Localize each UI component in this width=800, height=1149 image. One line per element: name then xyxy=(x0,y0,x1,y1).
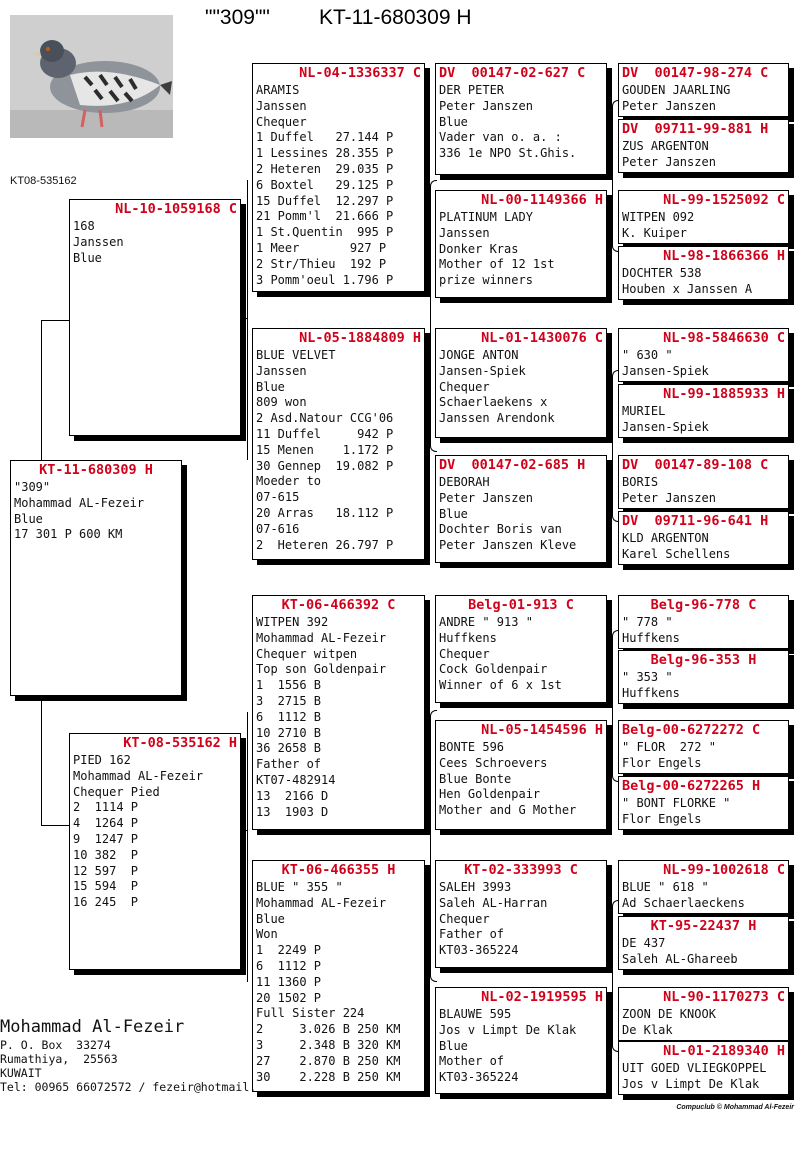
grandparent-line: 3 2715 B xyxy=(256,693,322,708)
subject-line: Blue xyxy=(14,511,43,526)
great-grandparent-ring: KT-02-333993 C xyxy=(464,862,578,878)
great-great-grandparent-line: Flor Engels xyxy=(622,811,702,826)
great-grandparent-line: BLAUWE 595 xyxy=(439,1007,512,1021)
tree-connector xyxy=(41,320,69,321)
great-grandparent-line: Peter Janszen xyxy=(439,490,533,505)
great-grandparent-line: KT03-365224 xyxy=(439,1070,519,1085)
grandparent-line: 30 Gennep 19.082 P xyxy=(256,458,394,473)
great-grandparent-line: Father of xyxy=(439,927,505,942)
grandparent-line: 07-616 xyxy=(256,521,300,536)
grandparent-ring: KT-06-466392 C xyxy=(281,597,396,613)
grandparent-line: 13 1903 D xyxy=(256,804,329,819)
great-great-grandparent-ring: NL-99-1002618 C xyxy=(663,862,785,878)
great-great-grandparent-line: Huffkens xyxy=(622,685,680,700)
grandparent-card[interactable] xyxy=(252,63,425,292)
great-grandparent-line: Hen Goldenpair xyxy=(439,787,541,802)
grandparent-line: KT07-482914 xyxy=(256,772,336,787)
grandparent-line: 15 Duffel 12.297 P xyxy=(256,193,394,208)
great-great-grandparent-line: Jansen-Spiek xyxy=(622,419,709,434)
footer-credit: Compuclub © Mohammad Al-Fezeir xyxy=(676,1104,794,1111)
great-great-grandparent-line: De Klak xyxy=(622,1022,673,1037)
great-great-grandparent-line: BLUE " 618 " xyxy=(622,880,709,894)
great-great-grandparent-ring: NL-99-1525092 C xyxy=(663,192,785,208)
grandparent-line: Mohammad AL-Fezeir xyxy=(256,895,387,910)
great-great-grandparent-line: " 353 " xyxy=(622,670,673,684)
subject-line: 17 301 P 600 KM xyxy=(14,527,123,542)
great-great-grandparent-line: Houben x Janssen A xyxy=(622,281,753,296)
great-great-grandparent-card[interactable] xyxy=(618,455,789,509)
grandparent-line: 36 2658 B xyxy=(256,741,322,756)
grandparent-line: Won xyxy=(256,927,278,942)
great-great-grandparent-ring: DV 00147-89-108 C xyxy=(622,457,769,473)
great-grandparent-line: Winner of 6 x 1st xyxy=(439,678,562,693)
grandparent-line: Chequer xyxy=(256,114,307,129)
grandparent-line: 11 1360 P xyxy=(256,974,322,989)
great-grandparent-line: JONGE ANTON xyxy=(439,348,519,362)
great-great-grandparent-ring: DV 09711-99-881 H xyxy=(622,121,769,137)
great-great-grandparent-card[interactable] xyxy=(618,720,789,774)
great-great-grandparent-line: BORIS xyxy=(622,475,659,489)
great-great-grandparent-ring: NL-90-1170273 C xyxy=(663,989,785,1005)
great-grandparent-line: Chequer xyxy=(439,646,490,661)
title-ring: KT-11-680309 H xyxy=(319,6,472,29)
grandparent-line: 1 2249 P xyxy=(256,943,322,958)
great-grandparent-line: Mother and G Mother xyxy=(439,803,577,818)
grandparent-line: Janssen xyxy=(256,98,307,113)
owner-block xyxy=(0,1016,260,1094)
great-great-grandparent-card[interactable] xyxy=(618,1041,789,1095)
great-great-grandparent-line: UIT GOED VLIEGKOPPEL xyxy=(622,1061,767,1075)
great-grandparent-line: SALEH 3993 xyxy=(439,880,512,894)
great-grandparent-line: Mother of xyxy=(439,1054,505,1069)
great-great-grandparent-line: Karel Schellens xyxy=(622,546,731,561)
tree-connector xyxy=(247,712,248,982)
owner-contact: Tel: 00965 66072572 / fezeir@hotmail. xyxy=(0,1080,257,1094)
great-grandparent-line: Blue Bonte xyxy=(439,771,512,786)
grandparent-line: 20 Arras 18.112 P xyxy=(256,505,394,520)
great-great-grandparent-ring: DV 00147-98-274 C xyxy=(622,65,769,81)
great-grandparent-line: Donker Kras xyxy=(439,241,519,256)
great-grandparent-card[interactable] xyxy=(435,595,607,703)
grandparent-line: Top son Goldenpair xyxy=(256,662,387,677)
great-grandparent-card[interactable] xyxy=(435,455,607,563)
great-great-grandparent-ring: Belg-00-6272265 H xyxy=(622,778,761,794)
great-great-grandparent-line: Jansen-Spiek xyxy=(622,363,709,378)
great-great-grandparent-line: WITPEN 092 xyxy=(622,210,695,224)
owner-name: Mohammad Al-Fezeir xyxy=(0,1017,185,1037)
great-great-grandparent-line: K. Kuiper xyxy=(622,225,688,240)
great-great-grandparent-card[interactable] xyxy=(618,63,789,117)
grandparent-line: 1 St.Quentin 995 P xyxy=(256,225,394,240)
grandparent-line: Full Sister 224 xyxy=(256,1006,365,1021)
grandparent-line: 27 2.870 B 250 KM xyxy=(256,1053,401,1068)
great-great-grandparent-ring: NL-01-2189340 H xyxy=(663,1043,785,1059)
grandparent-line: 21 Pomm'l 21.666 P xyxy=(256,209,394,224)
great-grandparent-line: BONTE 596 xyxy=(439,740,505,754)
great-great-grandparent-ring: NL-98-1866366 H xyxy=(663,248,785,264)
grandparent-ring: NL-04-1336337 C xyxy=(299,65,421,81)
grandparent-line: Janssen xyxy=(256,363,307,378)
great-great-grandparent-card[interactable] xyxy=(618,384,789,438)
great-grandparent-line: Jansen-Spiek xyxy=(439,363,526,378)
grandparent-line: 10 2710 B xyxy=(256,725,322,740)
grandparent-line: 2 Heteren 29.035 P xyxy=(256,161,394,176)
sire-ring: NL-10-1059168 C xyxy=(115,201,237,217)
great-great-grandparent-ring: NL-99-1885933 H xyxy=(663,386,785,402)
subject-line: Mohammad AL-Fezeir xyxy=(14,495,145,510)
great-grandparent-line: Huffkens xyxy=(439,630,497,645)
great-grandparent-line: 336 1e NPO St.Ghis. xyxy=(439,146,577,161)
dam-card[interactable] xyxy=(69,733,241,970)
grandparent-line: BLUE " 355 " xyxy=(256,880,343,894)
grandparent-line: 11 Duffel 942 P xyxy=(256,426,394,441)
great-grandparent-line: Schaerlaekens x xyxy=(439,395,548,410)
dam-line: Chequer Pied xyxy=(73,784,160,799)
grandparent-line: 2 Heteren 26.797 P xyxy=(256,537,394,552)
pigeon-photo xyxy=(10,15,173,138)
grandparent-line: 2 Asd.Natour CCG'06 xyxy=(256,411,394,426)
great-grandparent-line: Saleh AL-Harran xyxy=(439,895,548,910)
great-grandparent-ring: NL-01-1430076 C xyxy=(481,330,603,346)
owner-address-line: P. O. Box 33274 xyxy=(0,1038,111,1052)
great-grandparent-line: Blue xyxy=(439,1038,468,1053)
grandparent-line: 1 Lessines 28.355 P xyxy=(256,146,394,161)
great-great-grandparent-card[interactable] xyxy=(618,119,789,173)
great-grandparent-line: Janssen Arendonk xyxy=(439,411,555,426)
great-great-grandparent-line: DE 437 xyxy=(622,936,666,950)
dam-ring: KT-08-535162 H xyxy=(123,735,237,751)
subject-ring: KT-11-680309 H xyxy=(39,462,153,478)
great-grandparent-card[interactable] xyxy=(435,720,607,830)
great-grandparent-ring: NL-05-1454596 H xyxy=(481,722,603,738)
grandparent-line: BLUE VELVET xyxy=(256,348,336,362)
tree-connector xyxy=(41,320,42,460)
dam-line: 9 1247 P xyxy=(73,831,139,846)
great-grandparent-ring: DV 00147-02-685 H xyxy=(439,457,586,473)
great-great-grandparent-card[interactable] xyxy=(618,328,789,382)
great-grandparent-line: KT03-365224 xyxy=(439,943,519,958)
call-name: ""309"" xyxy=(205,6,270,29)
grandparent-card[interactable] xyxy=(252,860,425,1092)
great-grandparent-ring: NL-02-1919595 H xyxy=(481,989,603,1005)
great-grandparent-line: DER PETER xyxy=(439,83,505,97)
great-grandparent-line: Peter Janszen Kleve xyxy=(439,538,577,553)
grandparent-ring: NL-05-1884809 H xyxy=(299,330,421,346)
great-great-grandparent-line: Huffkens xyxy=(622,630,680,645)
great-great-grandparent-card[interactable] xyxy=(618,776,789,830)
great-grandparent-card[interactable] xyxy=(435,860,607,968)
grandparent-line: ARAMIS xyxy=(256,83,300,97)
great-great-grandparent-line: Flor Engels xyxy=(622,755,702,770)
great-great-grandparent-card[interactable] xyxy=(618,916,789,970)
dam-line: 4 1264 P xyxy=(73,816,139,831)
dam-line: 12 597 P xyxy=(73,863,139,878)
sire-card[interactable] xyxy=(69,199,241,436)
great-grandparent-line: Jos v Limpt De Klak xyxy=(439,1022,577,1037)
grandparent-line: Father of xyxy=(256,757,322,772)
great-great-grandparent-ring: Belg-96-778 C xyxy=(650,597,757,613)
tree-connector xyxy=(247,180,248,460)
grandparent-line: 809 won xyxy=(256,395,307,410)
great-great-grandparent-line: " 630 " xyxy=(622,348,673,362)
dam-line: 16 245 P xyxy=(73,895,139,910)
grandparent-line: 2 3.026 B 250 KM xyxy=(256,1022,401,1037)
great-grandparent-line: Janssen xyxy=(439,225,490,240)
great-great-grandparent-line: MURIEL xyxy=(622,404,666,418)
tree-connector xyxy=(41,695,42,825)
great-grandparent-card[interactable] xyxy=(435,328,607,438)
grandparent-line: 3 Pomm'oeul 1.796 P xyxy=(256,272,394,287)
great-grandparent-line: Mother of 12 1st xyxy=(439,257,555,272)
subject-line: "309" xyxy=(14,480,51,494)
great-grandparent-line: prize winners xyxy=(439,273,533,288)
great-great-grandparent-ring: Belg-96-353 H xyxy=(650,652,757,668)
dam-line: 15 594 P xyxy=(73,879,139,894)
owner-address-line: Rumathiya, 25563 xyxy=(0,1052,118,1066)
grandparent-line: 3 2.348 B 320 KM xyxy=(256,1037,401,1052)
great-grandparent-line: ANDRE " 913 " xyxy=(439,615,533,629)
grandparent-line: 6 1112 B xyxy=(256,709,322,724)
great-grandparent-line: Chequer xyxy=(439,911,490,926)
sire-line: Janssen xyxy=(73,234,124,249)
dam-line: 2 1114 P xyxy=(73,800,139,815)
great-grandparent-line: DEBORAH xyxy=(439,475,490,489)
grandparent-line: 07-615 xyxy=(256,490,300,505)
dam-line: PIED 162 xyxy=(73,753,131,767)
grandparent-line: 1 Duffel 27.144 P xyxy=(256,130,394,145)
great-great-grandparent-line: " FLOR 272 " xyxy=(622,740,716,754)
great-grandparent-line: Cock Goldenpair xyxy=(439,662,548,677)
great-great-grandparent-card[interactable] xyxy=(618,190,789,244)
grandparent-line: 15 Menen 1.172 P xyxy=(256,442,394,457)
grandparent-line: 20 1502 P xyxy=(256,990,322,1005)
pigeon-photo-image xyxy=(10,15,173,138)
grandparent-line: 30 2.228 B 250 KM xyxy=(256,1069,401,1084)
great-great-grandparent-line: DOCHTER 538 xyxy=(622,266,702,280)
great-great-grandparent-ring: NL-98-5846630 C xyxy=(663,330,785,346)
grandparent-line: Blue xyxy=(256,911,285,926)
tree-connector xyxy=(41,825,69,826)
grandparent-line: Blue xyxy=(256,379,285,394)
great-great-grandparent-line: Peter Janszen xyxy=(622,98,716,113)
great-great-grandparent-line: GOUDEN JAARLING xyxy=(622,83,731,97)
owner-address-line: KUWAIT xyxy=(0,1066,42,1080)
great-great-grandparent-ring: DV 09711-96-641 H xyxy=(622,513,769,529)
great-great-grandparent-card[interactable] xyxy=(618,511,789,565)
grandparent-card[interactable] xyxy=(252,595,425,830)
great-great-grandparent-card[interactable] xyxy=(618,650,789,704)
dam-line: 10 382 P xyxy=(73,847,139,862)
great-grandparent-line: Blue xyxy=(439,114,468,129)
grandparent-line: Mohammad AL-Fezeir xyxy=(256,630,387,645)
grandparent-ring: KT-06-466355 H xyxy=(281,862,396,878)
great-grandparent-line: Vader van o. a. : xyxy=(439,130,562,145)
great-grandparent-line: Dochter Boris van xyxy=(439,522,562,537)
great-great-grandparent-line: Jos v Limpt De Klak xyxy=(622,1076,760,1091)
great-great-grandparent-ring: KT-95-22437 H xyxy=(650,918,757,934)
grandparent-line: 13 2166 D xyxy=(256,788,329,803)
great-great-grandparent-line: KLD ARGENTON xyxy=(622,531,709,545)
subject-card[interactable] xyxy=(10,460,182,696)
great-great-grandparent-line: Ad Schaerlaeckens xyxy=(622,895,745,910)
great-great-grandparent-line: " 778 " xyxy=(622,615,673,629)
great-great-grandparent-card[interactable] xyxy=(618,987,789,1041)
great-grandparent-line: Peter Janszen xyxy=(439,98,533,113)
great-great-grandparent-line: ZUS ARGENTON xyxy=(622,139,709,153)
great-grandparent-line: PLATINUM LADY xyxy=(439,210,533,224)
great-great-grandparent-line: Peter Janszen xyxy=(622,154,716,169)
great-grandparent-ring: NL-00-1149366 H xyxy=(481,192,603,208)
sire-line: Blue xyxy=(73,250,102,265)
owner-ring-label: KT08-535162 xyxy=(10,175,77,187)
great-great-grandparent-ring: Belg-00-6272272 C xyxy=(622,722,761,738)
grandparent-line: 1 Meer 927 P xyxy=(256,240,387,255)
grandparent-line: 6 Boxtel 29.125 P xyxy=(256,177,394,192)
sire-line: 168 xyxy=(73,219,95,233)
great-grandparent-card[interactable] xyxy=(435,987,607,1094)
great-grandparent-line: Cees Schroevers xyxy=(439,755,548,770)
grandparent-line: 1 1556 B xyxy=(256,678,322,693)
great-great-grandparent-line: " BONT FLORKE " xyxy=(622,796,731,810)
great-grandparent-ring: DV 00147-02-627 C xyxy=(439,65,586,81)
great-great-grandparent-line: Peter Janszen xyxy=(622,490,716,505)
grandparent-line: Moeder to xyxy=(256,474,322,489)
great-grandparent-card[interactable] xyxy=(435,63,607,175)
grandparent-line: 6 1112 P xyxy=(256,958,322,973)
great-grandparent-line: Blue xyxy=(439,506,468,521)
grandparent-line: Chequer witpen xyxy=(256,646,358,661)
great-grandparent-card[interactable] xyxy=(435,190,607,298)
great-grandparent-line: Chequer xyxy=(439,379,490,394)
grandparent-line: 2 Str/Thieu 192 P xyxy=(256,256,387,271)
great-great-grandparent-card[interactable] xyxy=(618,860,789,914)
great-great-grandparent-line: Saleh AL-Ghareeb xyxy=(622,951,738,966)
dam-line: Mohammad AL-Fezeir xyxy=(73,768,204,783)
great-great-grandparent-card[interactable] xyxy=(618,595,789,649)
great-great-grandparent-card[interactable] xyxy=(618,246,789,300)
great-great-grandparent-line: ZOON DE KNOOK xyxy=(622,1007,716,1021)
great-grandparent-ring: Belg-01-913 C xyxy=(468,597,574,613)
grandparent-line: WITPEN 392 xyxy=(256,615,329,629)
grandparent-card[interactable] xyxy=(252,328,425,560)
